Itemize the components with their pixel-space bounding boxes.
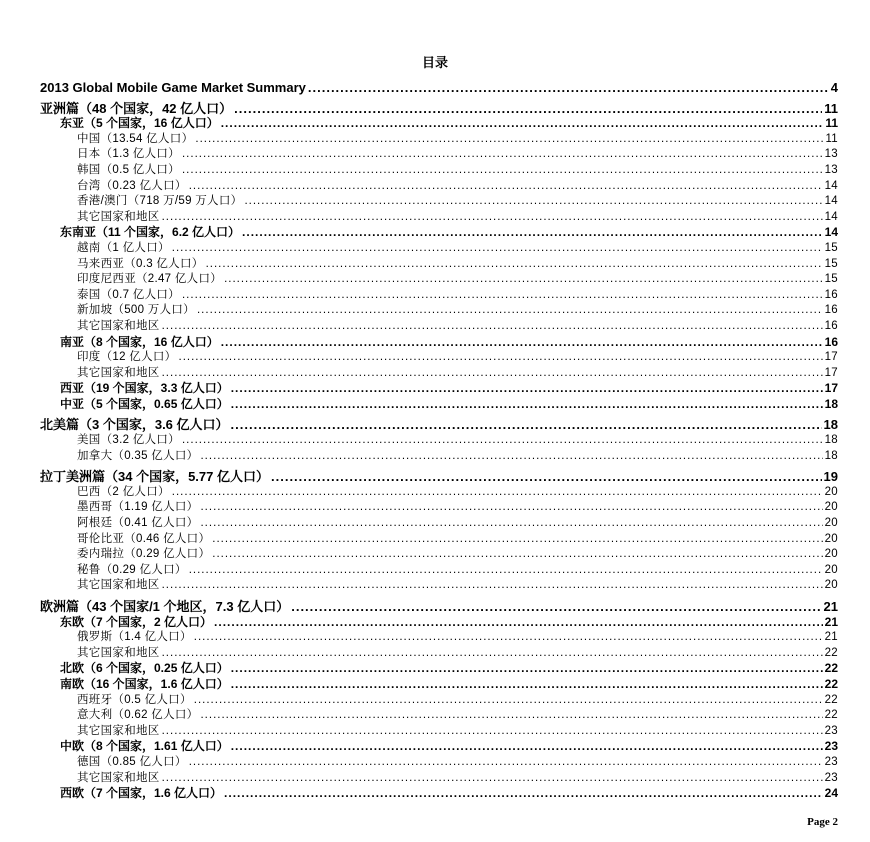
toc-leader-dots (194, 693, 823, 709)
toc-entry-label: 其它国家和地区 (77, 210, 160, 223)
toc-leader-dots (200, 516, 822, 532)
toc-entry-label: 西欧（7 个国家，1.6 亿人口） (60, 786, 223, 801)
toc-country-entry[interactable] (40, 257, 838, 273)
toc-entry-page: 20 (824, 532, 838, 545)
toc-leader-dots (189, 563, 823, 579)
toc-entry-label: 印度尼西亚（2.47 亿人口） (77, 273, 223, 286)
toc-entry-page: 11 (825, 132, 838, 145)
toc-entry-page: 20 (824, 501, 838, 514)
toc-leader-dots (162, 724, 823, 740)
toc-entry-label: 印度（12 亿人口） (77, 351, 177, 364)
toc-entry-label: 俄罗斯（1.4 亿人口） (77, 631, 192, 644)
toc-entry-label: 其它国家和地区 (77, 771, 160, 784)
toc-entry-page: 21 (823, 599, 838, 614)
toc-country-entry[interactable] (40, 516, 838, 532)
toc-entry-page: 15 (824, 273, 838, 286)
toc-country-entry[interactable] (40, 179, 838, 195)
toc-entry-label: 拉丁美洲篇（34 个国家，5.77 亿人口） (40, 469, 269, 485)
toc-country-entry[interactable] (40, 771, 838, 787)
toc-country-entry[interactable] (40, 449, 838, 465)
toc-entry-page: 20 (824, 579, 838, 592)
toc-entry-page: 14 (824, 225, 838, 240)
toc-leader-dots (194, 630, 823, 646)
toc-entry-page: 17 (824, 366, 838, 379)
toc-entry-page: 14 (824, 210, 838, 223)
toc-entry-page: 22 (824, 676, 838, 691)
toc-leader-dots (212, 547, 822, 563)
toc-leader-dots (212, 532, 822, 548)
toc-region-entry[interactable] (40, 225, 838, 241)
toc-entry-page: 14 (824, 195, 838, 208)
toc-entry-label: 加拿大（0.35 亿人口） (77, 449, 199, 462)
toc-leader-dots (162, 366, 823, 382)
toc-entry-label: 其它国家和地区 (77, 646, 160, 659)
toc-entry-label: 北欧（6 个国家，0.25 亿人口） (60, 661, 229, 676)
toc-leader-dots (162, 578, 823, 594)
toc-entry-label: 其它国家和地区 (77, 724, 160, 737)
toc-region-entry[interactable] (40, 397, 838, 413)
toc-leader-dots (234, 101, 822, 117)
toc-entry-label: 其它国家和地区 (77, 579, 160, 592)
toc-entry-label: 亚洲篇（48 个国家，42 亿人口） (40, 100, 233, 116)
toc-entry-label: 马来西亚（0.3 亿人口） (77, 257, 204, 270)
toc-section-entry[interactable] (40, 101, 838, 117)
toc-entry-page: 20 (824, 485, 838, 498)
toc-country-entry[interactable] (40, 693, 838, 709)
toc-entry-page: 17 (824, 351, 838, 364)
toc-country-entry[interactable] (40, 485, 838, 501)
toc-leader-dots (200, 500, 822, 516)
toc-entry-page: 19 (823, 469, 838, 485)
toc-country-entry[interactable] (40, 210, 838, 226)
toc-entry-label: 西亚（19 个国家，3.3 亿人口） (60, 381, 229, 396)
toc-entry-label: 美国（3.2 亿人口） (77, 434, 180, 447)
toc-entry-page: 20 (824, 548, 838, 561)
toc-region-entry[interactable] (40, 661, 838, 677)
toc-leader-dots (195, 132, 823, 148)
toc-leader-dots (214, 615, 823, 631)
toc-country-entry[interactable] (40, 147, 838, 163)
toc-region-entry[interactable] (40, 381, 838, 397)
toc-leader-dots (189, 755, 823, 771)
toc-entry-page: 16 (824, 334, 838, 349)
toc-country-entry[interactable] (40, 303, 838, 319)
toc-region-entry[interactable] (40, 116, 838, 132)
toc-entry-page: 13 (824, 148, 838, 161)
toc-leader-dots (244, 194, 822, 210)
toc-leader-dots (182, 147, 823, 163)
toc-region-entry[interactable] (40, 335, 838, 351)
toc-country-entry[interactable] (40, 433, 838, 449)
toc-leader-dots (231, 381, 823, 397)
toc-entry-page: 15 (824, 241, 838, 254)
toc-entry-page: 20 (824, 517, 838, 530)
toc-country-entry[interactable] (40, 755, 838, 771)
toc-leader-dots (271, 469, 822, 485)
toc-leader-dots (221, 116, 824, 132)
toc-leader-dots (242, 225, 823, 241)
toc-leader-dots (231, 397, 823, 413)
toc-leader-dots (200, 449, 822, 465)
toc-entry-label: 台湾（0.23 亿人口） (77, 179, 187, 192)
toc-country-entry[interactable] (40, 194, 838, 210)
toc-entry-page: 15 (824, 257, 838, 270)
toc-country-entry[interactable] (40, 163, 838, 179)
toc-entry-label: 中国（13.54 亿人口） (77, 132, 194, 145)
toc-country-entry[interactable] (40, 132, 838, 148)
toc-leader-dots (197, 303, 823, 319)
toc-leader-dots (162, 771, 823, 787)
toc-country-entry[interactable] (40, 366, 838, 382)
toc-entry-label: 西班牙（0.5 亿人口） (77, 693, 192, 706)
toc-leader-dots (231, 661, 823, 677)
toc-entry-label: 2013 Global Mobile Game Market Summary (40, 80, 306, 95)
page-number-footer: Page 2 (807, 816, 838, 828)
toc-region-entry[interactable] (40, 739, 838, 755)
toc-leader-dots (224, 272, 823, 288)
toc-country-entry[interactable] (40, 724, 838, 740)
toc-leader-dots (182, 163, 823, 179)
toc-country-entry[interactable] (40, 532, 838, 548)
toc-entry-label: 越南（1 亿人口） (77, 241, 170, 254)
toc-entry-label: 北美篇（3 个国家，3.6 亿人口） (40, 417, 229, 433)
toc-entry-label: 其它国家和地区 (77, 366, 160, 379)
toc-country-entry[interactable] (40, 578, 838, 594)
toc-entry-label: 泰国（0.7 亿人口） (77, 288, 180, 301)
toc-entry-label: 南欧（16 个国家，1.6 亿人口） (60, 676, 229, 691)
toc-entry-page: 16 (824, 304, 838, 317)
toc-entry-label: 欧洲篇（43 个国家/1 个地区，7.3 亿人口） (40, 599, 290, 614)
toc-entry-label: 其它国家和地区 (77, 319, 160, 332)
toc-entry-label: 秘鲁（0.29 亿人口） (77, 563, 187, 576)
toc-entry-page: 20 (824, 563, 838, 576)
toc-entry-label: 日本（1.3 亿人口） (77, 148, 180, 161)
toc-entry-page: 21 (824, 631, 838, 644)
toc-section-entry[interactable] (40, 599, 838, 615)
toc-entry-page: 22 (824, 661, 838, 676)
toc-entry-page: 24 (824, 786, 838, 801)
toc-region-entry[interactable] (40, 786, 838, 802)
toc-leader-dots (200, 708, 822, 724)
toc-entry-page: 18 (824, 449, 838, 462)
toc-entry-label: 东欧（7 个国家，2 亿人口） (60, 614, 213, 629)
toc-entry-page: 23 (824, 739, 838, 754)
toc-entry-page: 18 (823, 417, 838, 433)
toc-title: 目录 (421, 55, 448, 70)
toc-entry-page: 23 (824, 724, 838, 737)
toc-entry-label: 香港/澳门（718 万/59 万人口） (77, 195, 243, 208)
toc-entry-page: 23 (824, 771, 838, 784)
toc-entry-label: 墨西哥（1.19 亿人口） (77, 501, 199, 514)
toc-leader-dots (291, 599, 821, 615)
toc-leader-dots (206, 257, 823, 273)
toc-entry-page: 11 (825, 116, 838, 131)
toc-leader-dots (179, 350, 823, 366)
toc-country-entry[interactable] (40, 319, 838, 335)
toc-country-entry[interactable] (40, 547, 838, 563)
toc-entry-page: 14 (824, 179, 838, 192)
toc-entry-label: 中亚（5 个国家，0.65 亿人口） (60, 396, 229, 411)
toc-country-entry[interactable] (40, 288, 838, 304)
toc-leader-dots (231, 677, 823, 693)
toc-leader-dots (224, 786, 823, 802)
toc-country-entry[interactable] (40, 241, 838, 257)
toc-country-entry[interactable] (40, 630, 838, 646)
toc-entry-label: 哥伦比亚（0.46 亿人口） (77, 532, 211, 545)
toc-country-entry[interactable] (40, 563, 838, 579)
toc-country-entry[interactable] (40, 708, 838, 724)
toc-entry-page: 11 (824, 100, 838, 116)
toc-leader-dots (182, 433, 823, 449)
toc-entry-page: 22 (824, 646, 838, 659)
toc-leader-dots (162, 319, 823, 335)
toc-entry-page: 17 (824, 381, 838, 396)
toc-leader-dots (172, 485, 823, 501)
toc-entry-label: 南亚（8 个国家，16 亿人口） (60, 334, 219, 349)
toc-section-entry[interactable] (40, 80, 838, 96)
toc-entry-page: 4 (830, 80, 838, 95)
table-of-contents (40, 80, 838, 802)
toc-entry-label: 韩国（0.5 亿人口） (77, 163, 180, 176)
toc-entry-page: 18 (824, 396, 838, 411)
toc-entry-label: 中欧（8 个国家，1.61 亿人口） (60, 739, 229, 754)
toc-leader-dots (162, 646, 823, 662)
toc-leader-dots (308, 80, 829, 96)
toc-entry-label: 意大利（0.62 亿人口） (77, 709, 199, 722)
toc-leader-dots (231, 739, 823, 755)
toc-leader-dots (189, 179, 823, 195)
toc-leader-dots (162, 210, 823, 226)
toc-entry-page: 22 (824, 709, 838, 722)
toc-entry-label: 巴西（2 亿人口） (77, 485, 170, 498)
toc-entry-page: 18 (824, 434, 838, 447)
toc-entry-label: 委内瑞拉（0.29 亿人口） (77, 548, 211, 561)
toc-country-entry[interactable] (40, 272, 838, 288)
toc-country-entry[interactable] (40, 646, 838, 662)
toc-region-entry[interactable] (40, 615, 838, 631)
toc-entry-page: 16 (824, 319, 838, 332)
toc-entry-label: 德国（0.85 亿人口） (77, 755, 187, 768)
toc-leader-dots (221, 335, 823, 351)
toc-entry-label: 东亚（5 个国家，16 亿人口） (60, 116, 219, 131)
toc-country-entry[interactable] (40, 350, 838, 366)
toc-entry-page: 13 (824, 163, 838, 176)
toc-section-entry[interactable] (40, 469, 838, 485)
toc-section-entry[interactable] (40, 417, 838, 433)
toc-entry-label: 新加坡（500 万人口） (77, 304, 195, 317)
toc-entry-label: 阿根廷（0.41 亿人口） (77, 517, 199, 530)
toc-entry-page: 23 (824, 755, 838, 768)
toc-region-entry[interactable] (40, 677, 838, 693)
toc-entry-page: 22 (824, 693, 838, 706)
toc-leader-dots (172, 241, 823, 257)
toc-leader-dots (231, 417, 822, 433)
toc-entry-label: 东南亚（11 个国家，6.2 亿人口） (60, 225, 241, 240)
toc-entry-page: 16 (824, 288, 838, 301)
toc-leader-dots (182, 288, 823, 304)
toc-country-entry[interactable] (40, 500, 838, 516)
toc-entry-page: 21 (824, 614, 838, 629)
